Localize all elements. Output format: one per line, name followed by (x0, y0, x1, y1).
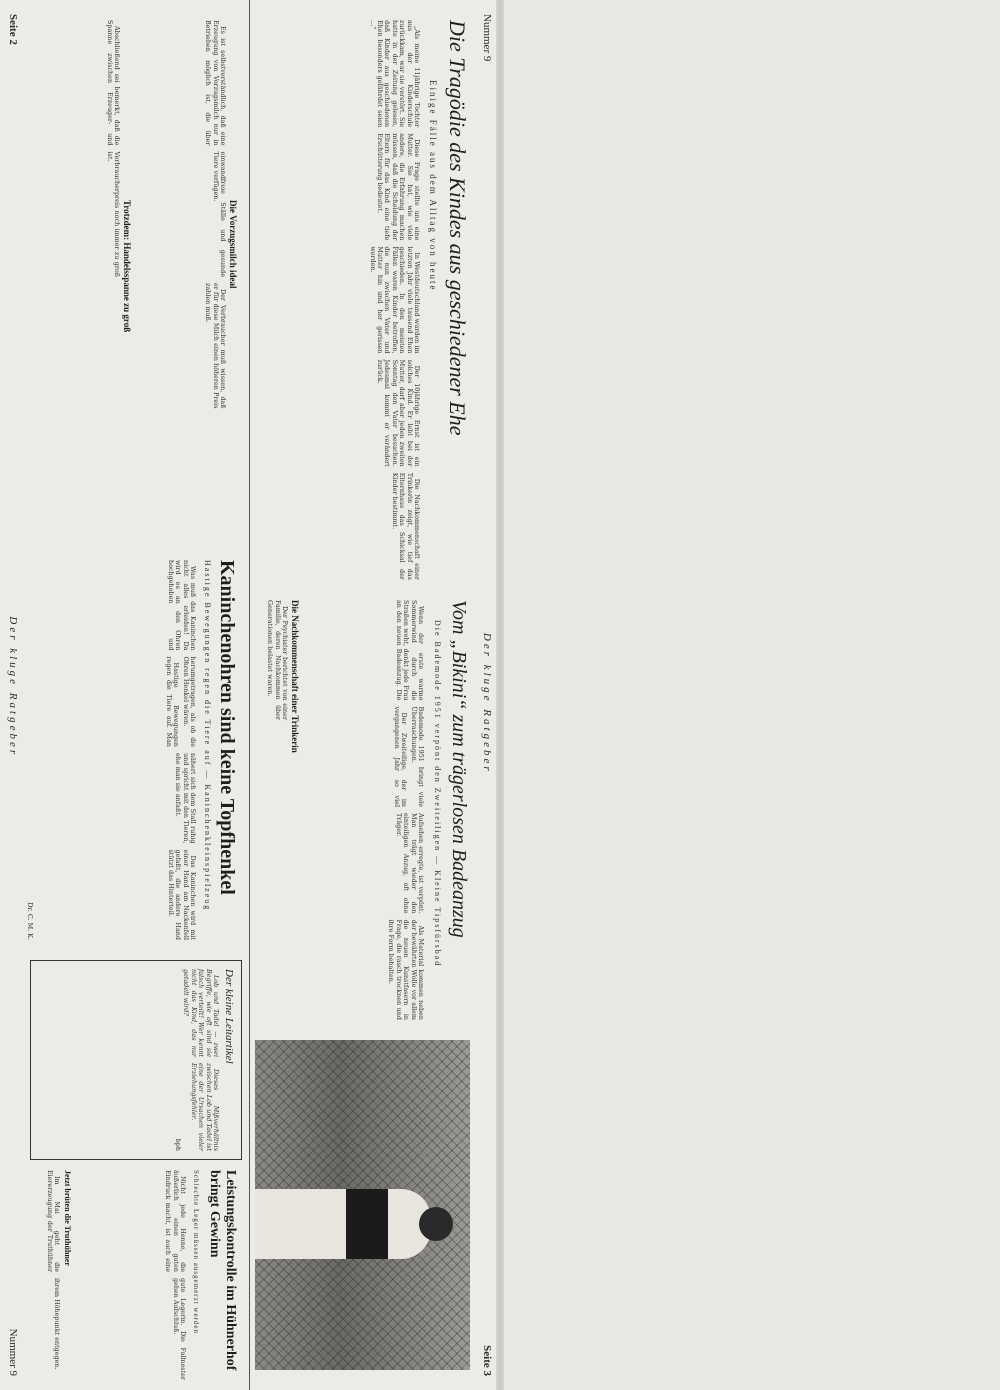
handelspanne-heading: Trotzdem: Handelsspanne zu groß (122, 200, 132, 333)
nachkommenschaft-body: Der Psychiater berichtet von einer Familie, deren Nachkommen über Generationen belastet waren. (266, 600, 289, 720)
vorzugsmilch-body: Es ist selbstverständlich, daß eine Erzeugung von Vorzugsmilch nur in Betrieben möglich ist, die über einwandfreie Ställe und gesunde Tiere verfügen. Der Verbraucher muß wissen, daß er für diese Milch einen höheren Preis zahlen muß. (204, 20, 227, 409)
photo-figure (255, 1189, 431, 1259)
leitartikel-title: Der kleine Leitartikel (223, 969, 235, 1064)
kaninchen-signature: Dr. C. M. K. (26, 902, 34, 940)
vorzugsmilch-heading: Die Vorzugsmilch ideal (228, 200, 238, 289)
kaninchen-subtitle: Hastige Bewegungen regen die Tiere auf — Kaninchenkleinspielzeug (203, 560, 212, 912)
tragoedie-subtitle: Einige Fälle aus dem Alltag von heute (428, 80, 438, 292)
right-issue: Nummer 9 (481, 14, 493, 62)
truthuehner-heading: Jetzt brüten die Truthühner (63, 1170, 72, 1266)
leitartikel-box (30, 960, 242, 1160)
leistung-subtitle: Schlechte Leger müssen ausgemerzt werden (192, 1170, 200, 1335)
left-magazine-name: Der kluge Ratgeber (7, 616, 19, 758)
photo-swimsuit (346, 1189, 388, 1259)
tragoedie-body: „Als meine 11jährige Tochter aus der Kinderschule zurückkam, war sie verstört. Sie hatte in der Zeitung gelesen, daß Kinder aus geschiedenen Ehen besonders gefährdet seien ...“ Diese Frage stellte uns eine Mutter. Sie hat, wie viele andere, die Erfahrung machen müssen, daß die Scheidung der Eltern für das Kind eine tiefe Erschütterung bedeutet. In Westdeutschland wurden im letzten Jahr viele tausend Ehen geschieden. In den meisten Fällen waren Kinder betroffen, die nun zwischen Vater und Mutter hin und her gerissen werden. Der 10jährige Ernst ist ein solches Kind. Er lebt bei der Mutter, darf aber jeden zweiten Sonntag den Vater besuchen. Jedesmal kommt er verändert zurück. Die Nachkommenschaft einer Trinkerin zeigt, wie tief das Elternhaus das Schicksal der Kinder bestimmt. (368, 20, 421, 580)
leistung-body: Nicht jede Henne, die äußerlich einen guten Eindruck macht, ist auch eine gute Legerin. Die Fallnester geben Aufschluß. (164, 1170, 187, 1380)
handelspanne-body: Abschließend sei bemerkt, daß die Spanne zwischen Erzeuger- und Verbraucherpreis noch immer zu groß ist. (105, 20, 121, 277)
photo-head (419, 1207, 453, 1241)
bikini-title: Vom „Bikini“ zum trägerlosen Badeanzug (448, 600, 470, 938)
tragoedie-title: Die Tragödie des Kindes aus geschiedener Ehe (445, 20, 470, 436)
left-issue: Nummer 9 (7, 1328, 19, 1376)
nachkommenschaft-heading: Die Nachkommenschaft einer Trinkerin (290, 600, 300, 753)
leitartikel-signature: bph (173, 1138, 182, 1151)
bikini-subtitle: Die Bademode 1951 verpönt den Zweiteiligen — Kleine Tipsfürsbad (433, 620, 442, 968)
truthuehner-body: Im Mai geht die Eiererzeugung der Truthühner ihrem Höhepunkt entgegen. (45, 1170, 61, 1370)
right-page-number: Seite 3 (481, 1345, 493, 1376)
right-page-header (476, 0, 498, 1390)
kaninchen-title: Kaninchenohren sind keine Topfhenkel (216, 560, 238, 895)
swimsuit-photo (255, 1040, 470, 1370)
right-magazine-name: Der kluge Ratgeber (481, 632, 493, 774)
left-page-header (2, 0, 24, 1390)
kaninchen-body: Was muß das Kaninchen nicht alles erleiden! Da wird es an den Ohren hochgehoben und herumgetragen, als ob die Ohren Henkel wären. Hastige Bewegungen regen die Tiere auf. Man nähert sich dem Stall ruhig und spricht mit den Tieren, ehe man sie anfaßt. Das Kaninchen wird mit einer Hand am Nackenfell gefaßt, die andere Hand stützt das Hinterteil. (164, 560, 197, 940)
leistung-title: Leistungskontrolle im Hühnerhof bringt Gewinn (207, 1170, 238, 1371)
bikini-body: Wenn der erste warme Sommerwind durch die Straßen weht, denkt jede Frau an den neuen Badeanzug. Die Bademode 1951 bringt viele Überraschungen. Der Zweiteilige, der im vergangenen Jahr so viel Aufsehen erregte, ist verpönt. Man trägt wieder den einteiligen Anzug, oft ohne Träger. Als Material kommen neben der bewährten Wolle vor allem die neuen Kunstfasern in Frage, die rasch trocknen und ihre Form behalten. (387, 600, 425, 1020)
right-page (500, 0, 1000, 1390)
page-divider (249, 0, 250, 1390)
leitartikel-body: Lob und Tadel — zwei Begriffe, wie oft sind sie falsch verteilt! Wer kennt nicht das Kind, das nur getadelt wird? Dieses Mißverhältnis zwischen Lob und Tadel ist eine der Ursachen vieler Erziehungsfehler. (182, 969, 220, 1151)
left-page-number: Seite 2 (7, 14, 19, 45)
